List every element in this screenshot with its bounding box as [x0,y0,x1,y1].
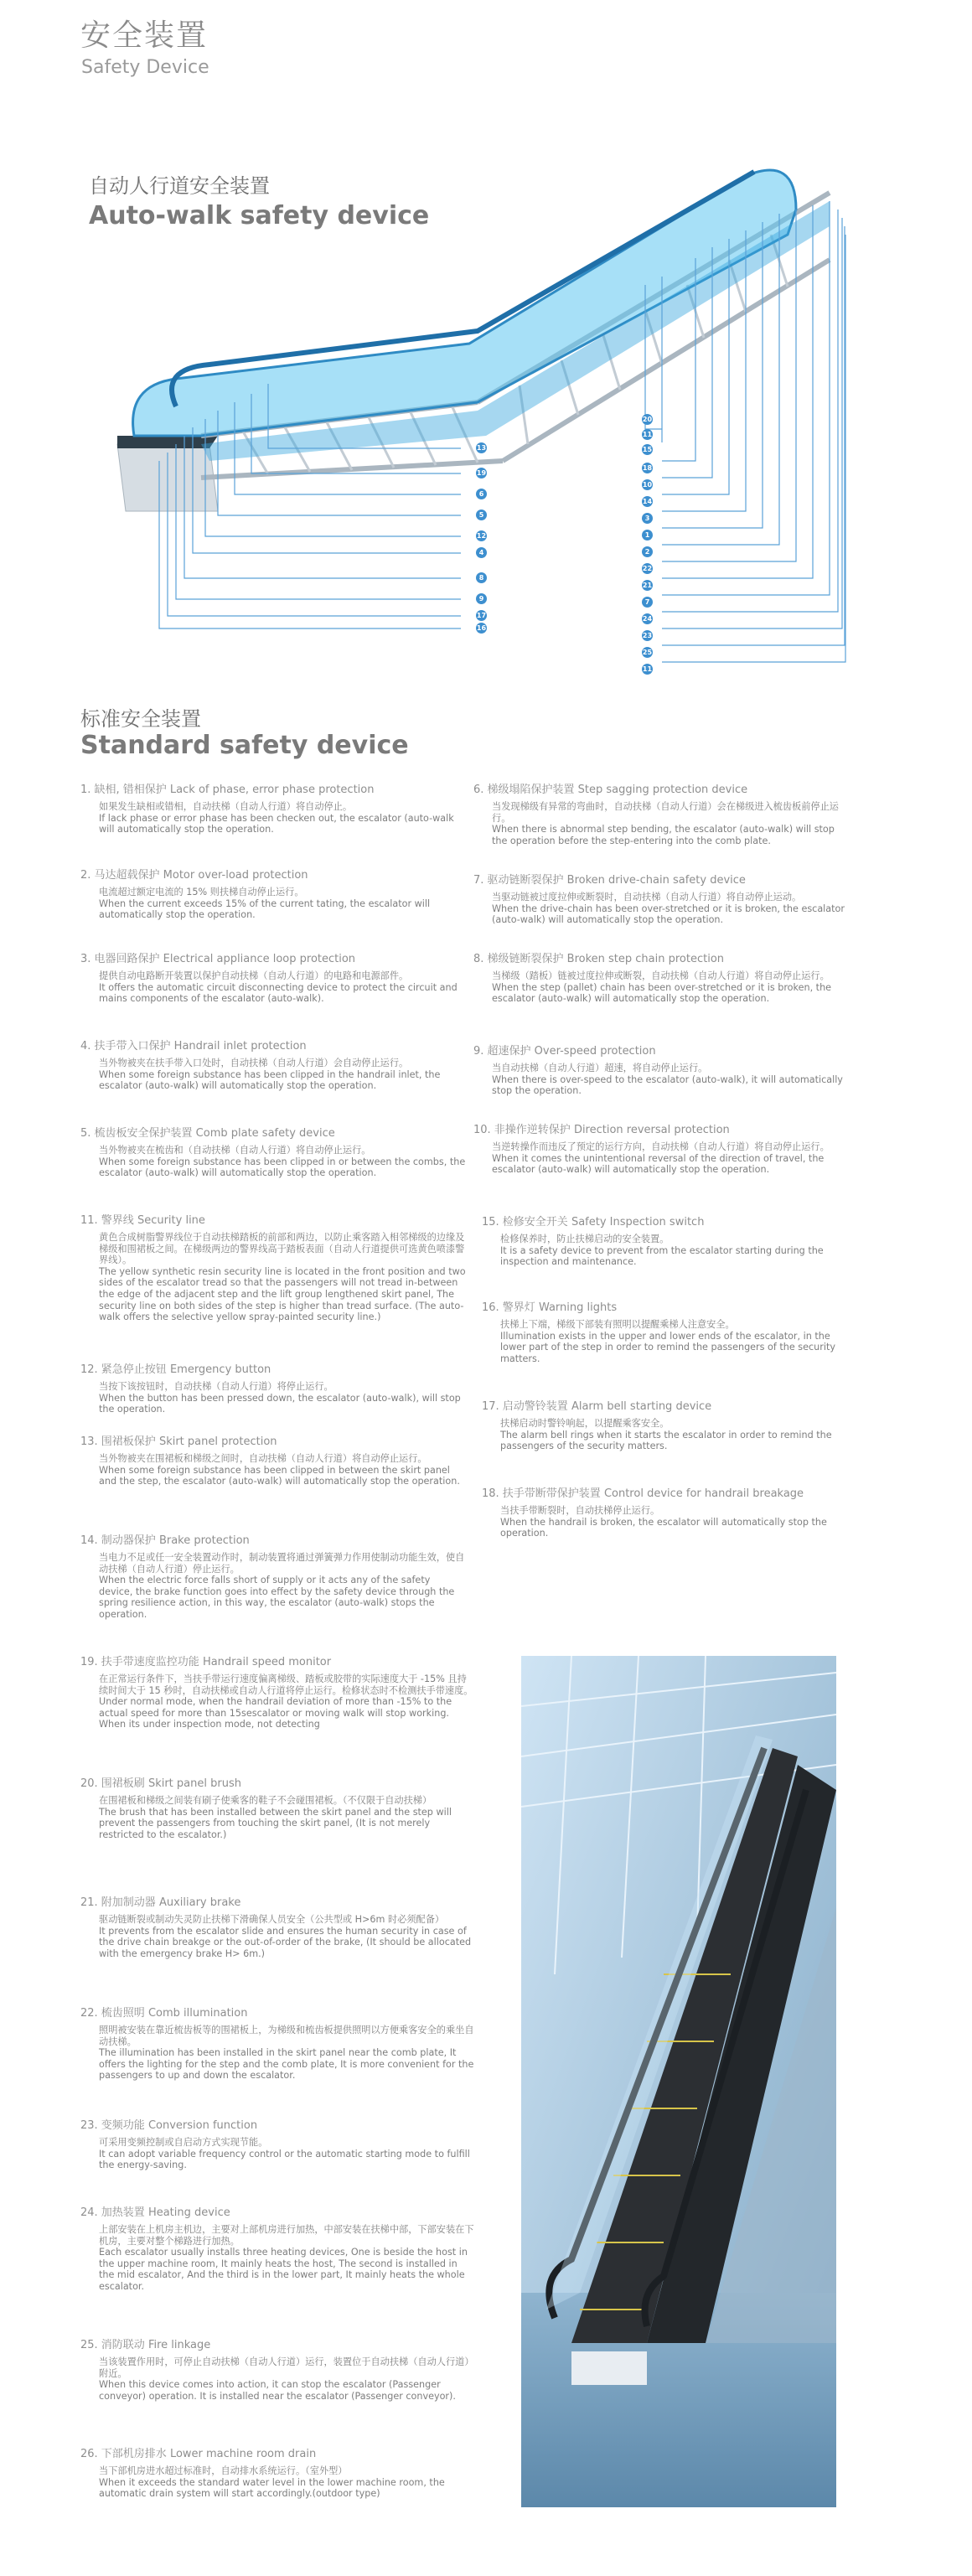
item-title: 9. 超速保护 Over-speed protection [473,1045,656,1058]
item-en: Each escalator usually installs three heating devices, One is beside the host in the upper machine room, It mainly heats the host, The second is installed in the mid escalator, And the third is in the lower part, It mainly heats the whole escalator. [99,2247,468,2292]
item-cn: 上部安装在上机房主机边，主要对上部机房进行加热，中部安装在扶梯中部，下部安装在下机房，主要对整个梯路进行加热。 [99,2224,474,2247]
callout-right-11: 11 [642,431,653,438]
item-title: 17. 启动警铃装置 Alarm bell starting device [482,1400,712,1413]
item-cn: 当扶手带断裂时，自动扶梯停止运行。 [500,1505,660,1516]
callout-right-25: 25 [642,649,653,656]
list-item [80,1435,466,1487]
item-title: 1. 缺相, 错相保护 Lack of phase, error phase protection [80,784,375,796]
item-en: It is a safety device to prevent from the escalator starting during the inspection and maintenance. [500,1244,824,1268]
standard-title-cn: 标准安全装置 [80,707,201,731]
item-title: 2. 马达超载保护 Motor over-load protection [80,869,308,882]
item-cn: 照明被安装在靠近梳齿板等的围裙板上，为梯级和梳齿板提供照明以方便乘客安全的乘坐自动扶梯。 [99,2025,474,2047]
item-title: 8. 梯级链断裂保护 Broken step chain protection [473,953,725,965]
callout-right-20: 20 [642,416,653,423]
callout-right-18: 18 [642,464,653,472]
item-en: If lack phase or error phase has been checken out, the escalator (auto-walk will automatically stop the operation. [99,812,454,835]
item-cn: 当电力不足或任一安全装置动作时，制动装置将通过弹簧弹力作用使制动功能生效，使自动扶梯（自动人行道）停止运行。 [99,1552,465,1575]
list-item [80,1896,474,1959]
list-item [80,1777,474,1840]
callout-left-5: 5 [476,510,487,520]
item-title: 23. 变频功能 Conversion function [80,2119,258,2132]
item-title: 4. 扶手带入口保护 Handrail inlet protection [80,1040,307,1053]
item-en: When the current exceeds 15% of the current tating, the escalator will automatically stop the operation. [99,897,431,921]
list-item [473,783,846,846]
item-en: When the button has been pressed down, the escalator (auto-walk), will stop the operation. [99,1392,461,1415]
item-cn: 驱动链断裂或制动失灵防止扶梯下滑确保人员安全（公共型或 H>6m 时必须配备） [99,1914,445,1925]
item-title: 5. 梳齿板安全保护装置 Comb plate safety device [80,1127,335,1140]
item-cn: 当外物被夹在扶手带入口处时，自动扶梯（自动人行道）会自动停止运行。 [99,1058,409,1068]
item-en: When it comes the unintentional reversal of the direction of travel, the escalator (auto-walk) will automatically stop the operation. [492,1152,825,1176]
item-cn: 当该装置作用时，可停止自动扶梯（自动人行道）运行，装置位于自动扶梯（自动人行道）附近。 [99,2356,474,2379]
list-item [80,1655,474,1730]
callout-left-4: 4 [476,547,487,558]
callout-right-14: 14 [642,498,653,505]
item-en: The yellow synthetic resin security line is located in the front position and two sides of the escalator tread so that the passengers will not tread in-between the edge of the adjacent step and the lift group lengthened skirt panel, The security line on both sides of the step is higher than tread surface. (The auto-walk offers the selective yellow spray-painted security line.) [99,1265,466,1323]
item-cn: 提供自动电路断开装置以保护自动扶梯（自动人行道）的电路和电源部件。 [99,970,409,981]
item-cn: 当外物被夹在梳齿和（自动扶梯（自动人行道）将自动停止运行。 [99,1145,371,1156]
callout-right-23: 23 [642,632,653,639]
item-en: When the electric force falls short of supply or it acts any of the safety device, the brake function goes into effect by the safety device through the spring resilience action, in this way, the escalator (auto-walk) stops the operation. [99,1575,455,1620]
list-item [482,1399,850,1452]
list-item [473,1044,846,1097]
item-cn: 扶梯上下端，梯级下部装有照明以提醒乘梯人注意安全。 [500,1319,735,1330]
list-item [80,1126,466,1179]
item-cn: 在围裙板和梯级之间装有刷子使乘客的鞋子不会碰围裙板。（不仅限于自动扶梯） [99,1795,432,1806]
item-title: 20. 围裙板刷 Skirt panel brush [80,1777,241,1790]
list-item [80,952,466,1005]
item-cn: 检修保养时，防止扶梯启动的安全装置。 [500,1234,670,1244]
callout-right-2: 2 [642,546,653,557]
callout-right-7: 7 [642,597,653,608]
item-cn: 当发现梯级有异常的弯曲时，自动扶梯（自动人行道）会在梯级进入梳齿板前停止运行。 [492,801,839,824]
list-item [473,873,846,926]
item-en: The alarm bell rings when it starts the escalator in order to remind the passengers of the security matters. [500,1429,832,1452]
item-cn: 当下部机房进水超过标准时，自动排水系统运行。（室外型） [99,2465,348,2476]
item-en: When some foreign substance has been clipped in or between the combs, the escalator (auto-walk) will automatically stop the operation. [99,1156,466,1179]
item-en: When the drive-chain has been over-stretched or it is broken, the escalator (auto-walk) will automatically stop the operation. [492,903,845,926]
item-en: It offers the automatic circuit disconnecting device to protect the circuit and mains components of the escalator (auto-walk). [99,981,458,1005]
page-title-en: Safety Device [81,57,209,78]
item-en: Under normal mode, when the handrail deviation of more than -15% to the actual speed for more than 15sescalator or moving walk will stop working. When its under inspection mode, not detecting [99,1696,452,1730]
item-cn: 当逆转操作而违反了预定的运行方向，自动扶梯（自动人行道）将自动停止运行。 [492,1141,830,1152]
callout-right-1: 1 [642,530,653,541]
callout-right-3: 3 [642,513,653,524]
item-en: When this device comes into action, it can stop the escalator (Passenger conveyor) operation. It is installed near the escalator (Passenger conveyor). [99,2379,456,2402]
item-cn: 如果发生缺相或错相，自动扶梯（自动人行道）将自动停止。 [99,801,353,812]
list-item [80,2338,474,2402]
callout-right-11b: 11 [642,665,653,673]
item-title: 24. 加热装置 Heating device [80,2206,230,2219]
list-item [473,952,846,1005]
list-item [80,1363,466,1415]
item-cn: 可采用变频控制或自启动方式实现节能。 [99,2137,268,2148]
callout-left-13: 13 [476,444,487,452]
callout-left-16: 16 [476,624,487,632]
item-cn: 当梯级（踏板）链被过度拉伸或断裂，自动扶梯（自动人行道）将自动停止运行。 [492,970,830,981]
item-en: The brush that has been installed between the skirt panel and the step will prevent the passengers from touching the skirt panel, (It is not merely restricted to the escalator.) [99,1806,452,1840]
item-cn: 当外物被夹在围裙板和梯级之间时，自动扶梯（自动人行道）将自动停止运行。 [99,1453,427,1464]
list-item [482,1215,850,1268]
callout-right-10: 10 [642,481,653,489]
list-item [80,2206,474,2293]
item-title: 21. 附加制动器 Auxiliary brake [80,1896,241,1909]
callout-left-8: 8 [476,572,487,583]
callout-right-21: 21 [642,582,653,589]
item-title: 10. 非操作逆转保护 Direction reversal protection [473,1124,730,1136]
item-en: Illumination exists in the upper and lower ends of the escalator, in the lower part of the step in order to remind the passengers of the security matters. [500,1330,835,1364]
callout-left-6: 6 [476,489,487,499]
page-title-cn: 安全装置 [80,18,209,53]
item-en: When it exceeds the standard water level in the lower machine room, the automatic drain system will start accordingly.(outdoor type) [99,2476,445,2500]
item-title: 6. 梯级塌陷保护装置 Step sagging protection device [473,784,748,796]
item-title: 22. 梳齿照明 Comb illumination [80,2007,248,2020]
item-title: 25. 消防联动 Fire linkage [80,2339,211,2351]
item-en: It can adopt variable frequency control or the automatic starting mode to fulfill the energy-saving. [99,2148,470,2171]
item-title: 18. 扶手带断带保护装置 Control device for handrail breakage [482,1487,804,1500]
item-title: 3. 电器回路保护 Electrical appliance loop protection [80,953,356,965]
item-en: The illumination has been installed in the skirt panel near the comb plate, It offers the lighting for the step and the comb plate, It is more convenient for the passengers to up and down the escalator. [99,2047,474,2082]
list-item [80,2006,474,2082]
callout-left-19: 19 [476,469,487,477]
item-en: When the step (pallet) chain has been over-stretched or it is broken, the escalator (auto-walk) will automatically stop the operation. [492,981,832,1005]
list-item [473,1123,846,1176]
list-item [80,1534,466,1621]
item-cn: 扶梯启动时警铃响起，以提醒乘客安全。 [500,1418,670,1429]
list-item [80,1039,466,1092]
autowalk-title-en: Auto-walk safety device [89,201,430,230]
callout-left-17: 17 [476,612,487,619]
item-en: When some foreign substance has been clipped in between the skirt panel and the step, the escalator (auto-walk) will automatically stop the operation. [99,1464,460,1487]
autowalk-title-cn: 自动人行道安全装置 [89,174,270,198]
item-cn: 黄色合成树脂警界线位于自动扶梯踏板的前部和两边，以防止乘客踏入相邻梯级的边缘及梯级和围裙板之间。在梯级两边的警界线高于踏板表面（自动人行道提供可选黄色喷漆警界线）。 [99,1232,465,1266]
list-item [482,1301,850,1364]
list-item [80,868,466,921]
item-title: 12. 紧急停止按钮 Emergency button [80,1363,271,1376]
item-cn: 当驱动链被过度拉伸或断裂时，自动扶梯（自动人行道）将自动停止运动。 [492,892,802,903]
item-title: 16. 警界灯 Warning lights [482,1301,618,1314]
list-item [80,1213,466,1323]
callout-right-15: 15 [642,446,653,453]
callout-right-22: 22 [642,565,653,572]
item-en: When there is abnormal step bending, the escalator (auto-walk) will stop the operation before the step-entering into the comb plate. [492,824,835,846]
list-item [80,783,466,835]
standard-title-en: Standard safety device [80,731,409,760]
item-title: 19. 扶手带速度监控功能 Handrail speed monitor [80,1656,332,1668]
item-title: 15. 检修安全开关 Safety Inspection switch [482,1216,705,1229]
escalator-photo [521,1656,836,2507]
item-title: 7. 驱动链断裂保护 Broken drive-chain safety device [473,874,746,887]
item-cn: 当自动扶梯（自动人行道）超速，将自动停止运行。 [492,1063,708,1073]
item-en: It prevents from the escalator slide and ensures the human security in case of the drive chain breakge or the out-of-order of the brake, (It should be allocated with the emergency brake H> 6m.) [99,1925,472,1959]
item-title: 11. 警界线 Security line [80,1214,205,1227]
callout-left-12: 12 [476,532,487,540]
item-cn: 当按下该按钮时，自动扶梯（自动人行道）将停止运行。 [99,1381,333,1392]
item-title: 13. 围裙板保护 Skirt panel protection [80,1435,277,1448]
list-item [80,2447,474,2500]
item-en: When the handrail is broken, the escalator will automatically stop the operation. [500,1516,827,1539]
item-cn: 电流超过额定电流的 15% 则扶梯自动停止运行。 [99,887,304,897]
item-title: 26. 下部机房排水 Lower machine room drain [80,2448,317,2460]
list-item [482,1487,850,1539]
item-title: 14. 制动器保护 Brake protection [80,1534,250,1547]
item-cn: 在正常运行条件下，当扶手带运行速度偏离梯级、踏板或胶带的实际速度大于 -15% 且持续时间大于 15 秒时，自动扶梯或自动人行道将停止运行。检修状态时不检测扶手带速度。 [99,1673,473,1696]
callout-left-9: 9 [476,593,487,604]
callout-right-24: 24 [642,615,653,623]
list-item [80,2118,474,2171]
item-en: When some foreign substance has been clipped in the handrail inlet, the escalator (auto-walk) will automatically stop the operation. [99,1068,441,1092]
item-en: When there is over-speed to the escalator (auto-walk), it will automatically stop the operation. [492,1073,843,1097]
